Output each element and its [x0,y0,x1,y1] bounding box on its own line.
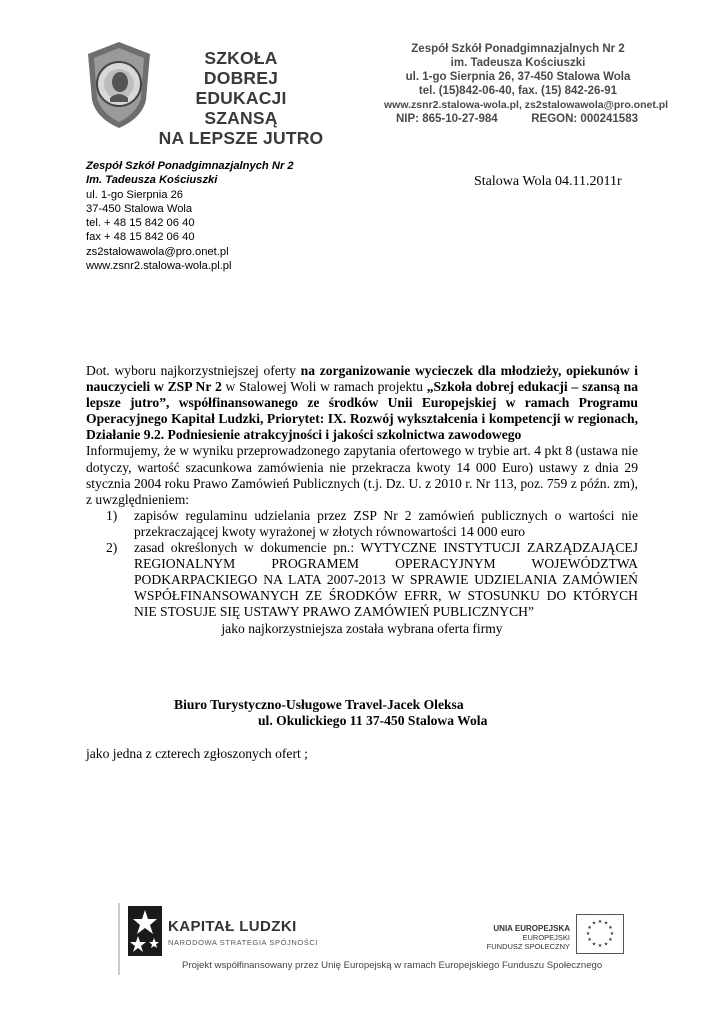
letter-date: Stalowa Wola 04.11.2011r [474,174,622,189]
logo-line-2: DOBREJ EDUKACJI [195,68,287,108]
sender-street: ul. 1-go Sierpnia 26 [86,188,184,201]
letter-body [86,363,638,637]
letterhead-patron: im. Tadeusza Kościuszki [450,57,586,69]
svg-text:★: ★ [591,920,597,927]
eu-line-1: EUROPEJSKI [522,933,570,942]
letterhead-address: ul. 1-go Sierpnia 26, 37-450 Stalowa Wola [405,71,631,83]
intro-paragraph: Informujemy, że w wyniku przeprowadzonego zapytania ofertowego w trybie art. 4 pkt 8 (ustawa nie dotyczy, wartość szacunkowa zamówienia nie przekracza kwoty 14 000 Euro) ustawy z dnia 29 stycznia 2004 roku Prawo Zamówień Publicznych (t.j. Dz. U. z 2010 r. Nr 113, poz. 759 z późn. zm), z uwzględnieniem: [86,443,638,507]
eu-flag-icon [576,914,624,954]
logo-text [156,48,326,148]
subject-bold-2: „Szkoła dobrej edukacji – szansą na lepsze jutro”, współfinansowanego ze środków Unii Europejskiej w ramach Programu Operacyjnego Kapitał Ludzki, Priorytet: IX. Rozwój wykształcenia i kompetencji w regionach, Działanie 9.2. Podniesienie atrakcyjności i jakości szkolnictwa zawodowego [86,379,639,443]
letterhead-ids [384,112,652,126]
criteria-list [86,508,638,621]
subject-mid: w Stalowej Woli w ramach projektu [221,379,427,395]
subject-bold-1: na zorganizowanie wycieczek dla młodzieży, opiekunów i nauczycieli w ZSP Nr 2 [86,363,638,395]
kapital-ludzki-subtitle: NARODOWA STRATEGIA SPÓJNOŚCI [168,938,319,947]
list-item-text: zapisów regulaminu udzielania przez ZSP Nr 2 zamówień publicznych o wartości nie przekraczającej kwoty wyrażonej w złotych równowartości 14 000 euro [134,507,638,539]
kapital-ludzki-title: KAPITAŁ LUDZKI [168,918,297,935]
list-item-number: 2) [106,540,118,556]
letterhead-school-name: Zespół Szkół Ponadgimnazjalnych Nr 2 [411,43,625,55]
list-item-text: zasad określonych w dokumencie pn.: WYTYCZNE INSTYTUCJI ZARZĄDZAJĄCEJ REGIONALNYM PROGRAMEM OPERACYJNYM WOJEWÓDZTWA PODKARPACKIEGO NA LATA 2007-2013 W SPRAWIE UDZIELANIA ZAMÓWIEŃ WSPÓŁFINANSOWANYCH ZE ŚRODKÓW EFRR, W STOSUNKU DO KTÓRYCH NIE STOSUJE SIĘ USTAWY PRAWO ZAMÓWIEŃ PUBLICZNYCH” [134,540,638,620]
sender-name: Zespół Szkół Ponadgimnazjalnych Nr 2 [86,160,294,172]
list-item [86,508,638,540]
svg-text:★: ★ [597,943,603,949]
list-item [86,540,638,620]
sender-web: www.zsnr2.stalowa-wola.pl.pl [86,260,232,273]
svg-text:★: ★ [603,941,609,948]
sender-block [86,159,294,273]
logo-line-3: SZANSĄ [204,108,278,128]
svg-text:★: ★ [608,925,613,931]
svg-text:★: ★ [603,920,609,927]
letterhead-contact [384,42,669,126]
eu-title: UNIA EUROPEJSKA [493,924,570,933]
school-emblem-icon [86,40,152,130]
letterhead-phone-fax: tel. (15)842-06-40, fax. (15) 842-26-91 [418,85,618,97]
eu-line-2: FUNDUSZ SPOŁECZNY [486,942,570,951]
subject-paragraph [86,363,638,443]
letterhead-web-email: www.zsnr2.stalowa-wola.pl, zs2stalowawola@pro.onet.pl [384,99,669,111]
firm-name: Biuro Turystyczno-Usługowe Travel-Jacek Oleksa [174,697,464,712]
selected-offer-line: jako najkorzystniejsza została wybrana oferta firmy [221,620,503,636]
closing-line: jako jedna z czterech zgłoszonych ofert ; [86,746,308,761]
eu-text [466,924,570,951]
svg-text:★: ★ [587,925,592,931]
svg-text:★: ★ [597,919,603,925]
svg-text:★: ★ [608,937,613,943]
logo-line-4: NA LEPSZE JUTRO [158,128,324,148]
sender-tel: tel. + 48 15 842 06 40 [86,217,195,230]
svg-text:★: ★ [585,931,591,937]
footer-divider [118,903,120,975]
sender-patron: Im. Tadeusza Kościuszki [86,174,218,187]
footer-footnote: Projekt współfinansowany przez Unię Europejską w ramach Europejskiego Funduszu Społecznego [182,960,603,971]
letterhead-nip: NIP: 865-10-27-984 [396,113,498,125]
sender-email: zs2stalowawola@pro.onet.pl [86,245,229,258]
letterhead-regon: REGON: 000241583 [531,113,638,125]
subject-prefix: Dot. wyboru najkorzystniejszej oferty [86,363,301,378]
svg-text:★: ★ [587,937,592,943]
firm-address: ul. Okulickiego 11 37-450 Stalowa Wola [258,713,488,728]
kapital-ludzki-logo-icon [128,906,162,956]
list-item-number: 1) [106,507,118,523]
svg-text:★: ★ [609,931,615,937]
sender-city: 37-450 Stalowa Wola [86,202,193,215]
svg-text:★: ★ [591,941,597,948]
logo-line-1: SZKOŁA [204,48,278,68]
sender-fax: fax + 48 15 842 06 40 [86,231,195,244]
